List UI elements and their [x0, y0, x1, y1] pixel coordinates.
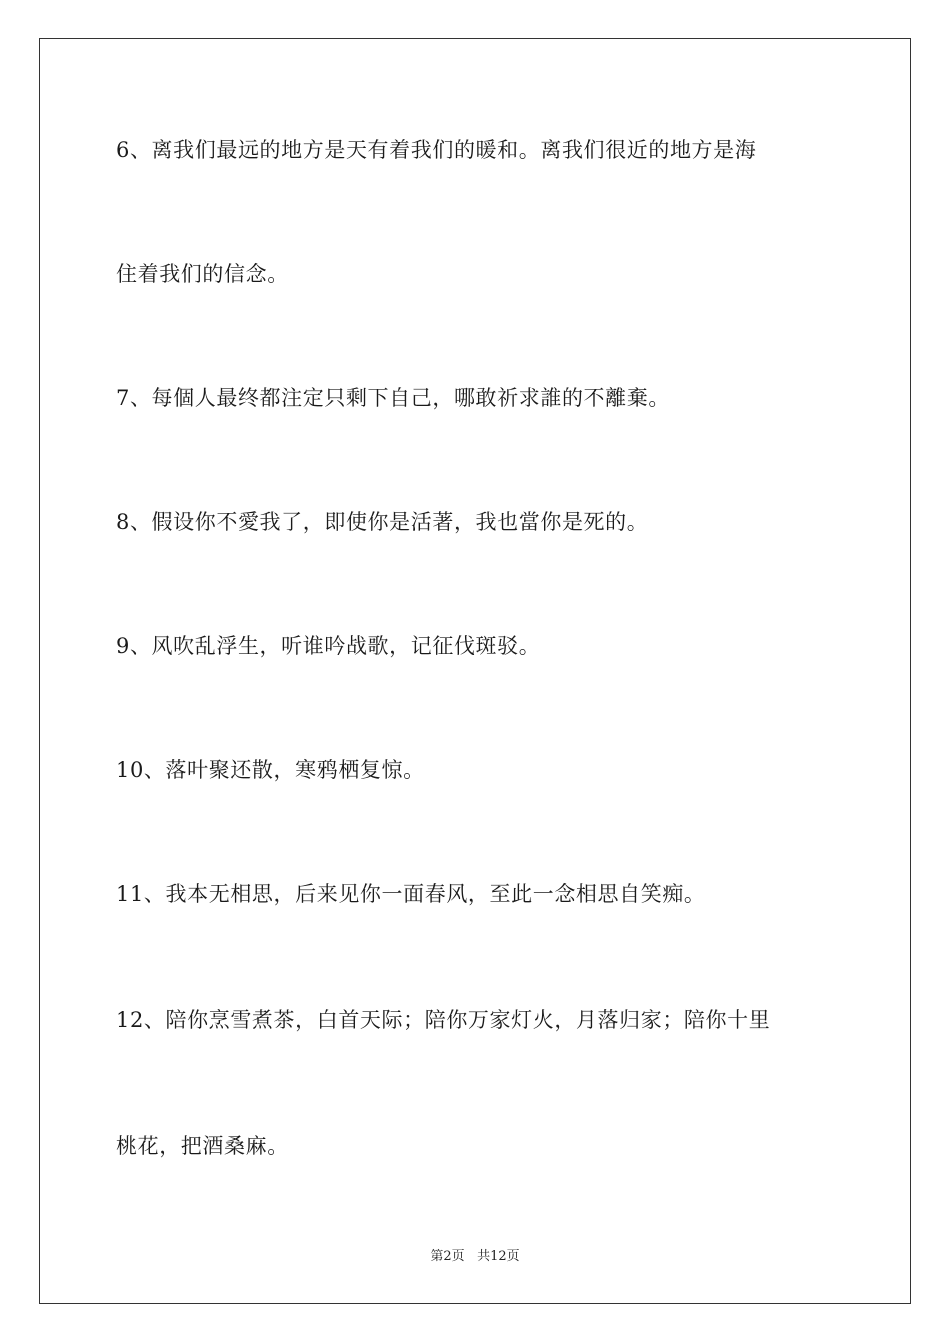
page-footer: [0, 1248, 950, 1266]
text-line-2: 住着我们的信念。: [116, 262, 289, 286]
text-line-6: 10、落叶聚还散，寒鸦栖复惊。: [116, 758, 425, 782]
total-pages: 共12页: [477, 1249, 520, 1264]
page-border: [39, 38, 911, 1304]
page-number: 第2页: [430, 1249, 465, 1264]
text-line-1: 6、离我们最远的地方是天有着我们的暖和。离我们很近的地方是海: [116, 138, 757, 162]
text-line-5: 9、风吹乱浮生，听谁吟战歌，记征伐斑驳。: [116, 634, 541, 658]
text-line-4: 8、假设你不愛我了，即使你是活著，我也當你是死的。: [116, 510, 649, 534]
text-line-9: 桃花，把酒桑麻。: [116, 1134, 289, 1158]
text-line-3: 7、每個人最终都注定只剩下自己，哪敢祈求誰的不離棄。: [116, 386, 670, 410]
text-line-7: 11、我本无相思，后来见你一面春风，至此一念相思自笑痴。: [116, 882, 706, 906]
text-line-8: 12、陪你烹雪煮茶，白首天际；陪你万家灯火，月落归家；陪你十里: [116, 1008, 771, 1032]
